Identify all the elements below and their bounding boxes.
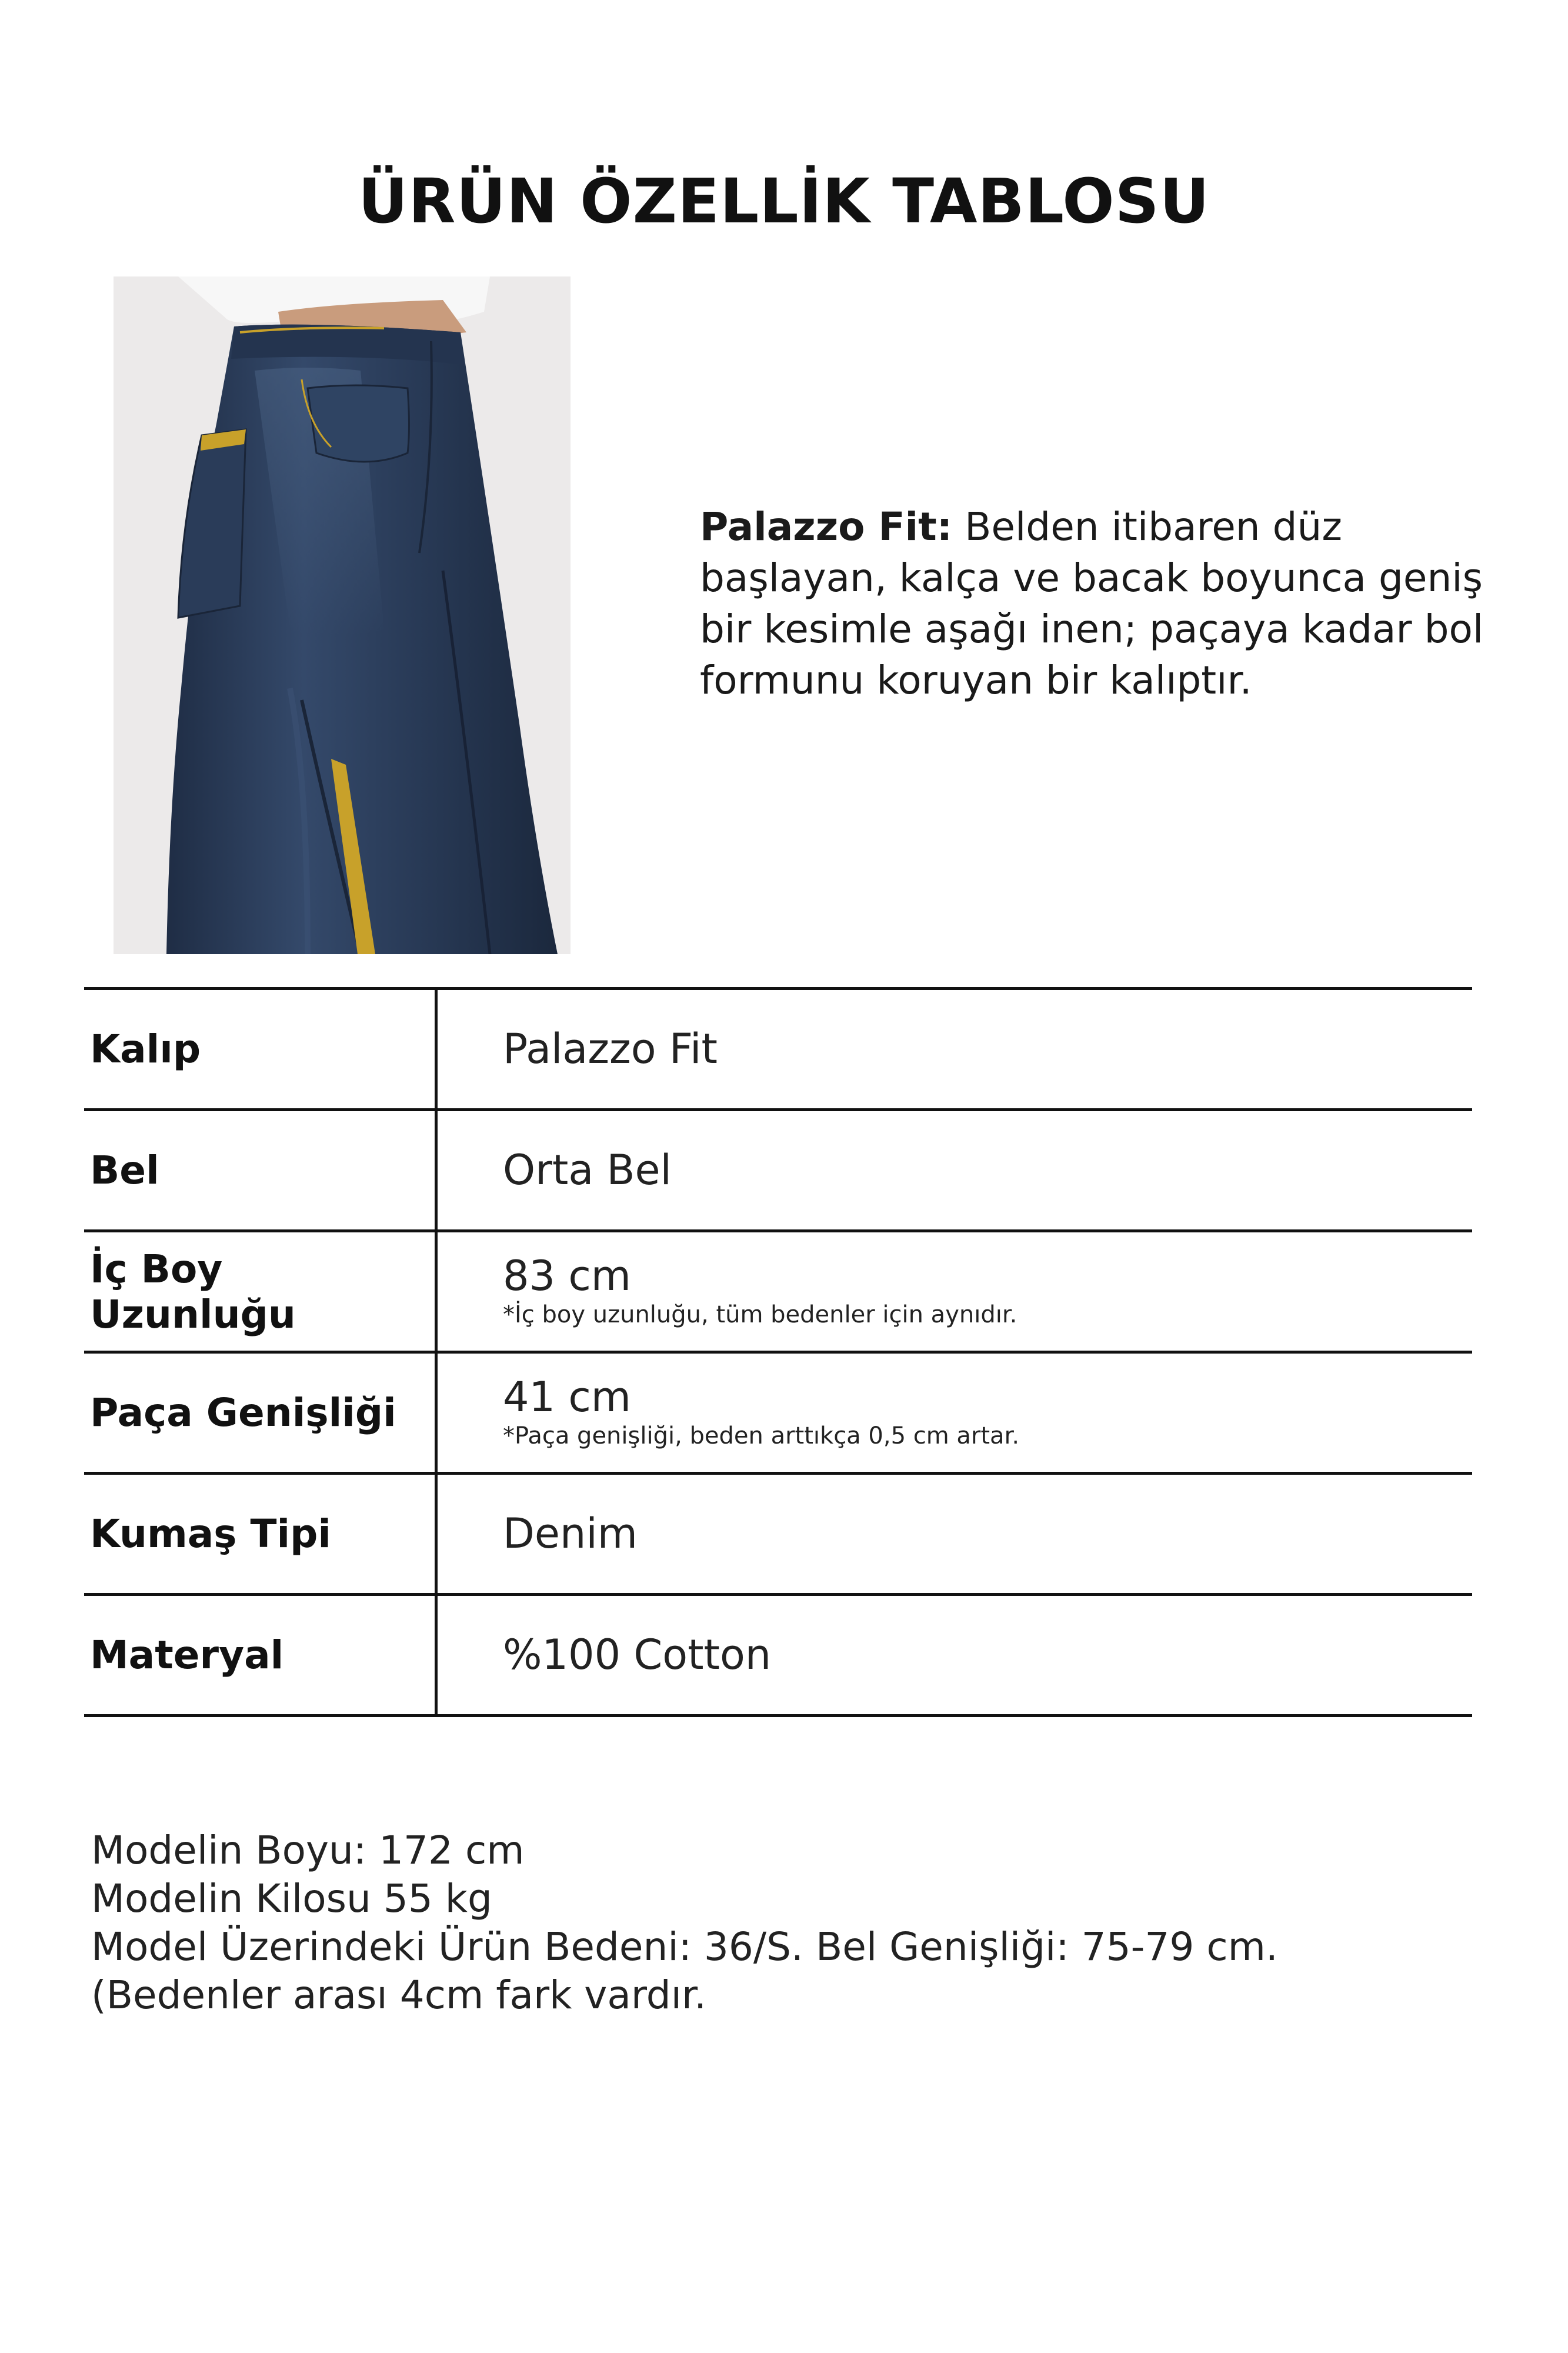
spec-divider [435, 1354, 438, 1472]
spec-divider [435, 1111, 438, 1229]
jeans-illustration [114, 276, 571, 954]
spec-value-cell [503, 990, 1472, 1108]
spec-divider [435, 1475, 438, 1593]
fit-description-text: Belden itibaren düz başlayan, kalça ve bacak boyunca geniş bir kesimle aşağı inen; paçaya kadar bol formunu koruyan bir kalıptır. [700, 504, 1484, 703]
model-info [91, 1827, 1479, 2019]
product-photo [114, 276, 571, 954]
spec-value-cell [503, 1111, 1472, 1229]
spec-row-materyal [84, 1593, 1472, 1717]
spec-table [84, 987, 1472, 1717]
spec-row-bel [84, 1108, 1472, 1229]
spec-value: %100 Cotton [503, 1630, 772, 1679]
spec-note: *Paça genişliği, beden arttıkça 0,5 cm artar. [503, 1422, 1020, 1450]
spec-value: 41 cm [503, 1372, 631, 1421]
page-title: ÜRÜN ÖZELLİK TABLOSU [358, 165, 1210, 237]
model-weight: Modelin Kilosu 55 kg [91, 1876, 492, 1921]
spec-row-kumas [84, 1472, 1472, 1593]
spec-row-paca [84, 1351, 1472, 1472]
fit-description-label: Palazzo Fit: [700, 504, 953, 549]
spec-divider [435, 1596, 438, 1714]
model-height: Modelin Boyu: 172 cm [91, 1828, 525, 1873]
spec-divider [435, 990, 438, 1108]
spec-label: Kumaş Tipi [90, 1511, 332, 1557]
spec-row-ic-boy [84, 1229, 1472, 1351]
spec-label: Paça Genişliği [90, 1390, 396, 1435]
spec-label: İç Boy Uzunluğu [90, 1246, 296, 1337]
spec-value: Palazzo Fit [503, 1024, 718, 1073]
spec-label: Kalıp [90, 1026, 201, 1072]
spec-divider [435, 1232, 438, 1351]
spec-value: Denim [503, 1509, 638, 1558]
spec-value-cell [503, 1475, 1472, 1593]
spec-note: *İç boy uzunluğu, tüm bedenler için aynıdır. [503, 1301, 1017, 1329]
spec-label: Bel [90, 1148, 159, 1193]
spec-value: 83 cm [503, 1251, 631, 1300]
spec-value-cell [503, 1232, 1472, 1351]
spec-value-cell [503, 1354, 1472, 1472]
spec-value: Orta Bel [503, 1145, 672, 1194]
model-size: Model Üzerindeki Ürün Bedeni: 36/S. Bel Genişliği: 75-79 cm. (Bedenler arası 4cm fark vardır. [91, 1924, 1278, 2018]
spec-row-kalip [84, 987, 1472, 1108]
spec-value-cell [503, 1596, 1472, 1714]
spec-label: Materyal [90, 1632, 284, 1678]
fit-description [700, 501, 1494, 706]
